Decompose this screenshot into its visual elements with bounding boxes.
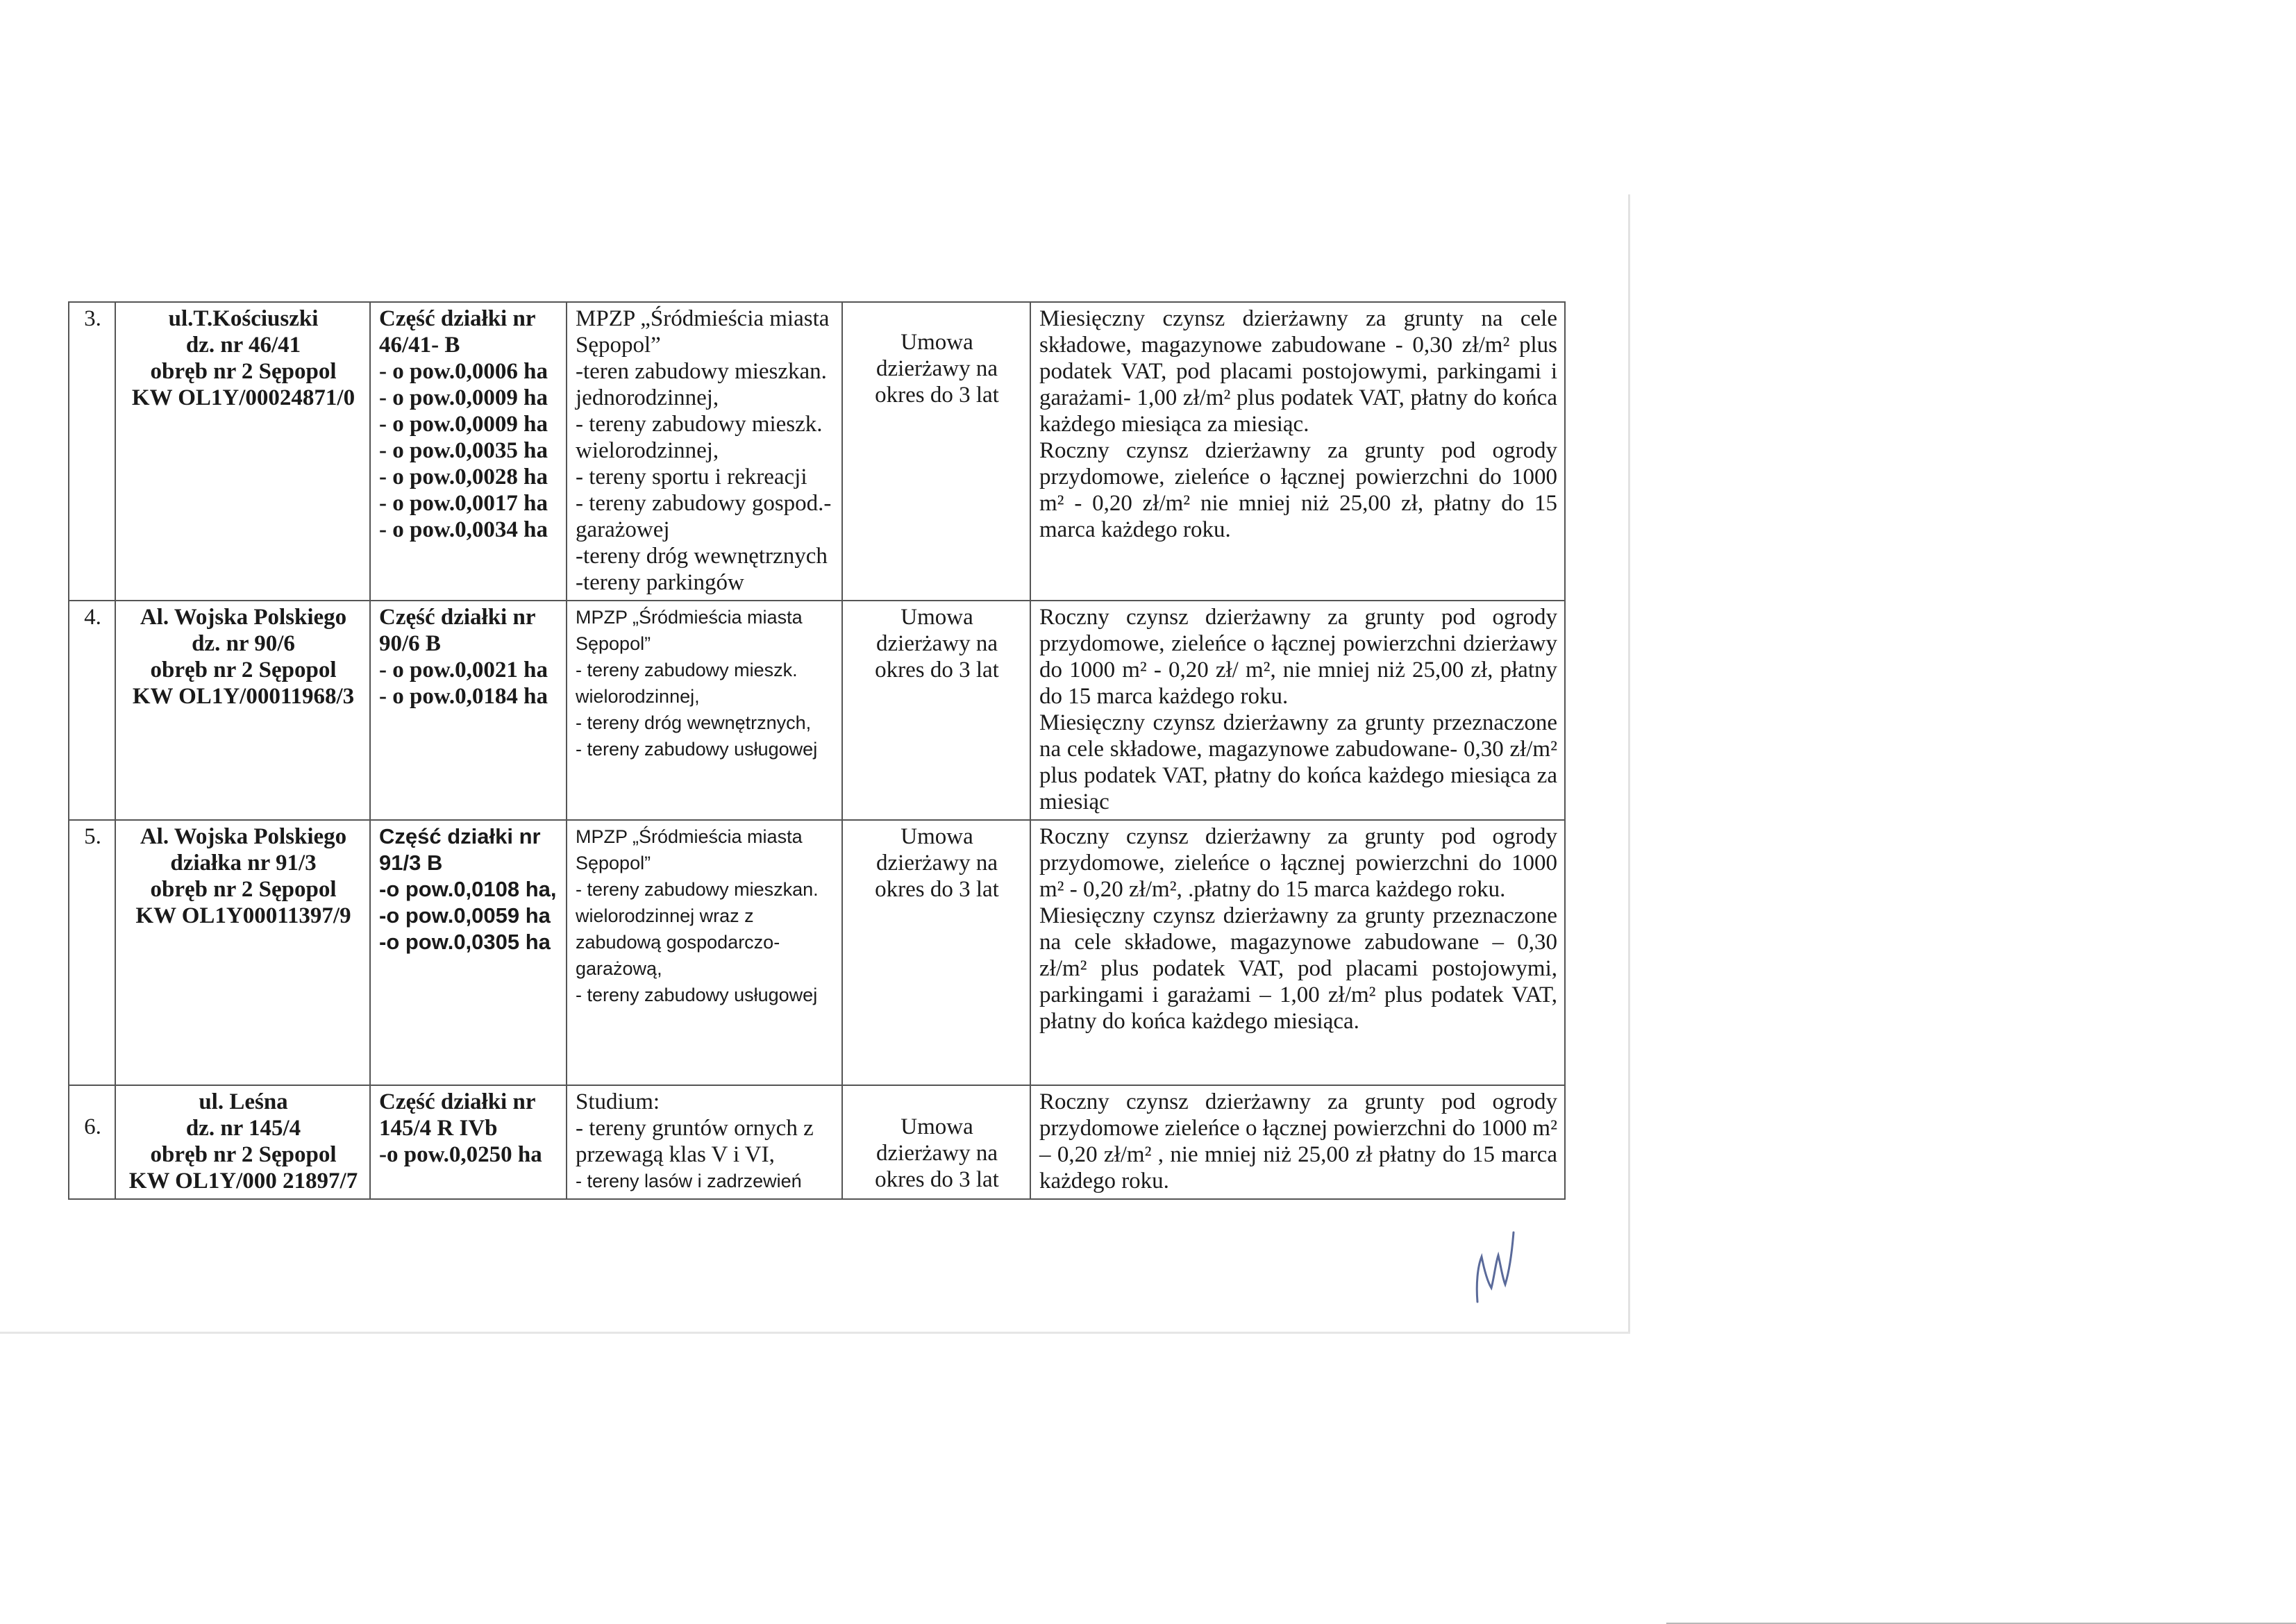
lease-term-cell: Umowa dzierżawy na okres do 3 lat	[842, 1085, 1030, 1199]
zoning-plan-cell: MPZP „Śródmieścia miasta Sępopol” -teren zabudowy mieszkan. jednorodzinnej, - tereny zabudowy mieszk. wielorodzinnej, - tereny sportu i rekreacji - tereny zabudowy gospod.- garażowej -tereny dróg wewnętrznych -tereny parkingów	[567, 302, 842, 601]
row-number: 3.	[69, 302, 115, 601]
row-number: 4.	[69, 601, 115, 820]
zoning-plan-cell: MPZP „Śródmieścia miasta Sępopol” - tereny zabudowy mieszk. wielorodzinnej, - tereny dróg wewnętrznych, - tereny zabudowy usługowej	[567, 601, 842, 820]
lease-term-cell: Umowa dzierżawy na okres do 3 lat	[842, 601, 1030, 820]
lease-term-cell: Umowa dzierżawy na okres do 3 lat	[842, 820, 1030, 1085]
lease-term-cell: Umowa dzierżawy na okres do 3 lat	[842, 302, 1030, 601]
handwritten-initials	[1470, 1229, 1519, 1305]
location-cell: Al. Wojska Polskiego działka nr 91/3 obręb nr 2 Sępopol KW OL1Y00011397/9	[115, 820, 370, 1085]
page-edge-shadow	[1628, 194, 1630, 1333]
row-number: 6.	[69, 1085, 115, 1199]
parcel-cell: Część działki nr 90/6 B - o pow.0,0021 ha - o pow.0,0184 ha	[370, 601, 567, 820]
zoning-plan-cell: Studium: - tereny gruntów ornych z przewagą klas V i VI, - tereny lasów i zadrzewień	[567, 1085, 842, 1199]
rent-cell: Roczny czynsz dzierżawny za grunty pod ogrody przydomowe, zieleńce o łącznej powierzchni dzierżawy do 1000 m² - 0,20 zł/ m², nie mniej niż 25,00 zł, płatny do 15 marca każdego roku. Miesięczny czynsz dzierżawny za grunty przeznaczone na cele składowe, magazynowe zabudowane- 0,30 zł/m² plus podatek VAT, płatny do końca każdego miesiąca za miesiąc	[1030, 601, 1565, 820]
rent-cell: Miesięczny czynsz dzierżawny za grunty na cele składowe, magazynowe zabudowane - 0,30 zł/m² plus podatek VAT, pod placami postojowymi, parkingami i garażami- 1,00 zł/m² plus podatek VAT, płatny do końca każdego miesiąca za miesiąc. Roczny czynsz dzierżawny za grunty pod ogrody przydomowe, zieleńce o łącznej powierzchni do 1000 m² - 0,20 zł/m² nie mniej niż 25,00 zł, płatny do 15 marca każdego roku.	[1030, 302, 1565, 601]
table-row	[69, 820, 1565, 1085]
parcel-cell: Część działki nr 145/4 R IVb -o pow.0,0250 ha	[370, 1085, 567, 1199]
lease-table	[68, 301, 1566, 1200]
location-cell: ul.T.Kościuszki dz. nr 46/41 obręb nr 2 Sępopol KW OL1Y/00024871/0	[115, 302, 370, 601]
zoning-plan-cell: MPZP „Śródmieścia miasta Sępopol” - tereny zabudowy mieszkan. wielorodzinnej wraz z zabudową gospodarczo- garażową, - tereny zabudowy usługowej	[567, 820, 842, 1085]
parcel-cell: Część działki nr 91/3 B -o pow.0,0108 ha, -o pow.0,0059 ha -o pow.0,0305 ha	[370, 820, 567, 1085]
table-row	[69, 1085, 1565, 1199]
page-edge-shadow-bottom	[0, 1332, 1630, 1334]
table-row	[69, 601, 1565, 820]
parcel-cell: Część działki nr 46/41- B - o pow.0,0006 ha - o pow.0,0009 ha - o pow.0,0009 ha - o pow.0,0035 ha - o pow.0,0028 ha - o pow.0,0017 ha - o pow.0,0034 ha	[370, 302, 567, 601]
location-cell: Al. Wojska Polskiego dz. nr 90/6 obręb nr 2 Sępopol KW OL1Y/00011968/3	[115, 601, 370, 820]
row-number: 5.	[69, 820, 115, 1085]
rent-cell: Roczny czynsz dzierżawny za grunty pod ogrody przydomowe zieleńce o łącznej powierzchni do 1000 m² – 0,20 zł/m² , nie mniej niż 25,00 zł płatny do 15 marca każdego roku.	[1030, 1085, 1565, 1199]
table-row	[69, 302, 1565, 601]
location-cell: ul. Leśna dz. nr 145/4 obręb nr 2 Sępopol KW OL1Y/000 21897/7	[115, 1085, 370, 1199]
rent-cell: Roczny czynsz dzierżawny za grunty pod ogrody przydomowe, zieleńce o łącznej powierzchni do 1000 m² - 0,20 zł/m², .płatny do 15 marca każdego roku. Miesięczny czynsz dzierżawny za grunty przeznaczone na cele składowe, magazynowe zabudowane – 0,30 zł/m² plus podatek VAT, pod placami postojowymi, parkingami i garażami – 1,00 zł/m² plus podatek VAT, płatny do końca każdego miesiąca.	[1030, 820, 1565, 1085]
